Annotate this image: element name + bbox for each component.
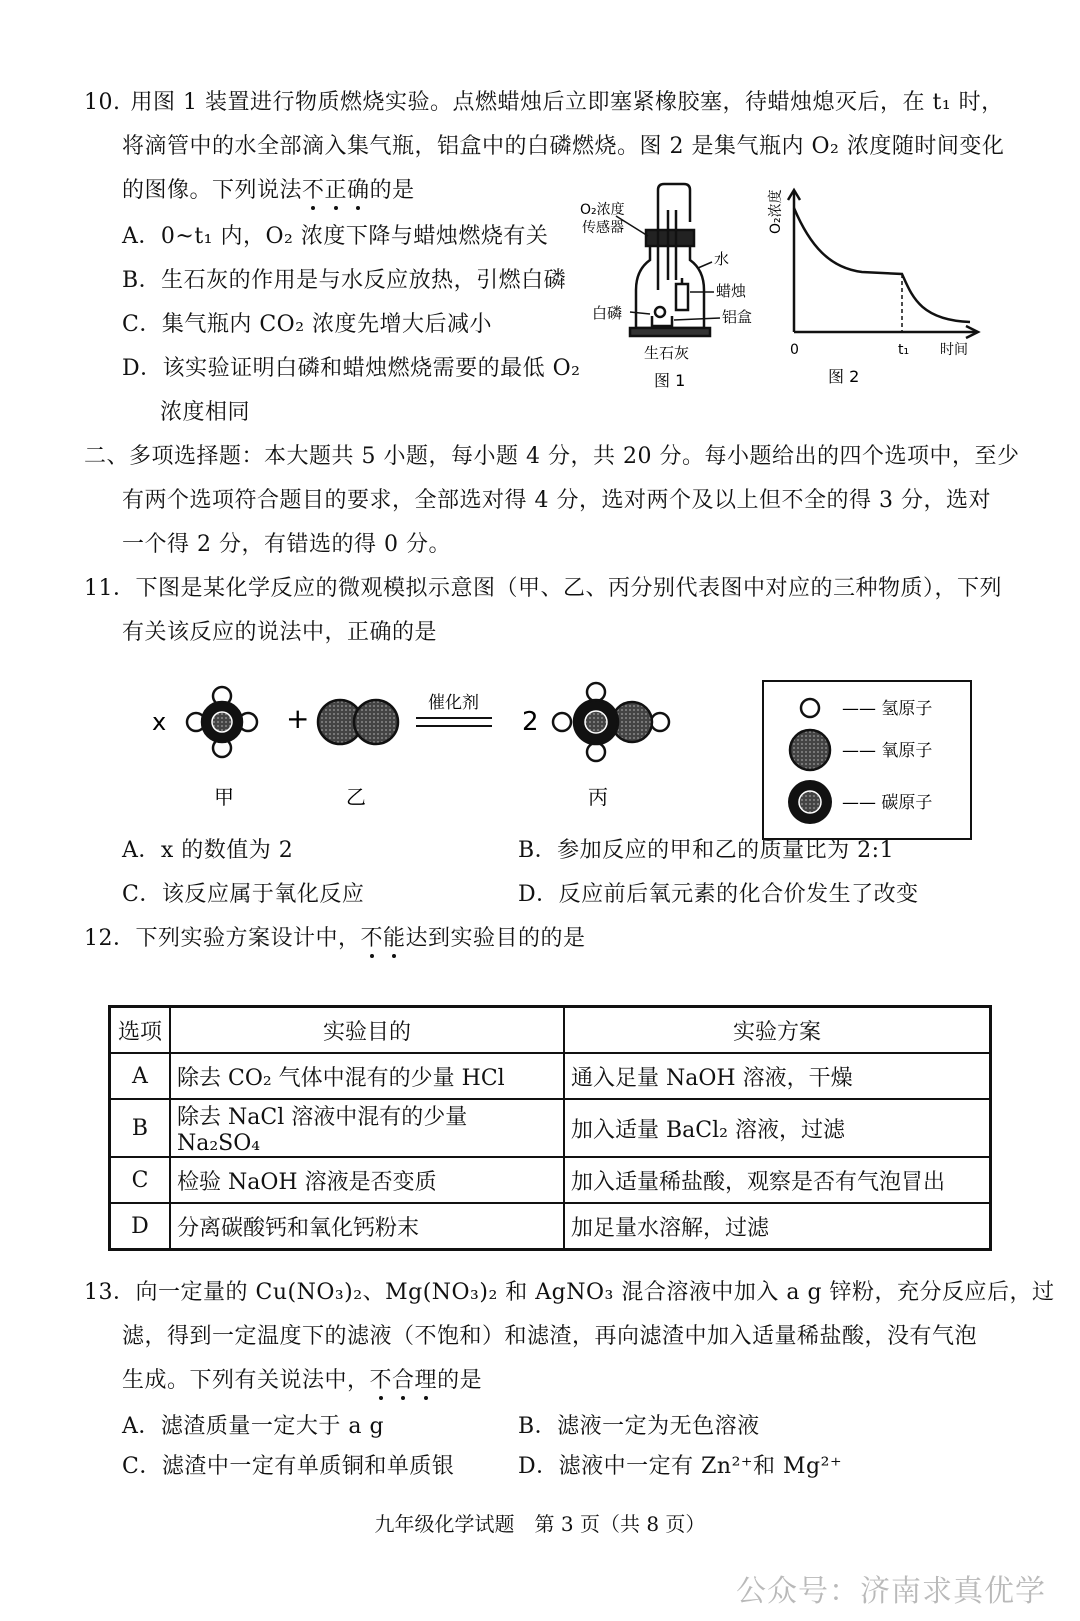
coefficient-x: x: [152, 708, 167, 736]
q10-line3: 的图像。下列说法不正确的是: [122, 178, 415, 203]
q10-line2: 将滴管中的水全部滴入集气瓶，铝盒中的白磷燃烧。图 2 是集气瓶内 O₂ 浓度随时间变化: [122, 134, 1005, 159]
legend-carbon: —— 碳原子: [842, 793, 933, 813]
table-row: [110, 1157, 991, 1203]
table-row: [110, 1099, 991, 1157]
row-d-option: D: [110, 1203, 171, 1250]
row-c-plan: 加入适量稀盐酸，观察是否有气泡冒出: [564, 1157, 991, 1203]
molecule-yi: [318, 700, 398, 744]
q10-option-b: B．生石灰的作用是与水反应放热，引燃白磷: [122, 268, 567, 293]
o2-curve: [794, 208, 970, 322]
header-purpose: 实验目的: [170, 1007, 564, 1054]
q13-line2: 滤，得到一定温度下的滤液（不饱和）和滤渣，再向滤渣中加入适量稀盐酸，没有气泡: [122, 1324, 978, 1349]
row-d-plan: 加足量水溶解，过滤: [564, 1203, 991, 1250]
watermark: 公众号：济南求真优学: [736, 1574, 1046, 1609]
label-yi: 乙: [346, 785, 366, 809]
q13-option-c: C．滤渣中一定有单质铜和单质银: [122, 1454, 455, 1479]
reaction-diagram: [140, 668, 700, 828]
q10-option-c: C．集气瓶内 CO₂ 浓度先增大后减小: [122, 312, 493, 337]
row-a-option: A: [110, 1053, 171, 1099]
q11-option-c: C．该反应属于氧化反应: [122, 882, 365, 907]
row-d-purpose: 分离碳酸钙和氧化钙粉末: [170, 1203, 564, 1250]
q10-option-a: A．0~t₁ 内，O₂ 浓度下降与蜡烛燃烧有关: [122, 224, 549, 249]
q11-option-a: A．x 的数值为 2: [122, 838, 294, 863]
molecule-jia: [187, 687, 257, 757]
hydrogen-atom-icon: [801, 699, 819, 717]
figure-1-apparatus: [580, 180, 770, 390]
label-sensor: O₂浓度: [580, 202, 625, 218]
label-candle: 蜡烛: [716, 282, 747, 300]
label-al-box: 铝盒: [722, 308, 753, 326]
legend-oxygen: —— 氧原子: [842, 741, 933, 761]
label-lime: 生石灰: [644, 344, 690, 362]
q11-line1: 11．下图是某化学反应的微观模拟示意图（甲、乙、丙分别代表图中对应的三种物质），下列: [84, 576, 1002, 601]
q13-line3: 生成。下列有关说法中，不合理的是: [122, 1368, 483, 1393]
q11-option-b: B．参加反应的甲和乙的质量比为 2:1: [518, 838, 895, 863]
q13-line1: 13．向一定量的 Cu(NO₃)₂、Mg(NO₃)₂ 和 AgNO₃ 混合溶液中加入 a g 锌粉，充分反应后，过: [84, 1280, 1055, 1305]
row-a-plan: 通入足量 NaOH 溶液，干燥: [564, 1053, 991, 1099]
header-plan: 实验方案: [564, 1007, 991, 1054]
chart-xlabel: 时间: [940, 342, 968, 358]
plus-sign: +: [286, 702, 310, 735]
q10-option-d: D．该实验证明白磷和蜡烛燃烧需要的最低 O₂: [122, 356, 581, 381]
legend-hydrogen: —— 氢原子: [842, 699, 933, 719]
q10-line1: 10. 用图 1 装置进行物质燃烧实验。点燃蜡烛后立即塞紧橡胶塞，待蜡烛熄灭后，在 t₁ 时，: [84, 90, 1004, 115]
catalyst-label: 催化剂: [428, 693, 479, 713]
row-b-plan: 加入适量 BaCl₂ 溶液，过滤: [564, 1099, 991, 1157]
coefficient-2: 2: [522, 707, 539, 737]
section2-line2: 有两个选项符合题目的要求，全部选对得 4 分，选对两个及以上但不全的得 3 分，选对: [122, 488, 991, 513]
figure-2-chart: [770, 186, 988, 390]
q13-option-b: B．滤液一定为无色溶液: [518, 1414, 760, 1439]
experiment-table: [108, 1005, 992, 1251]
q11-line2: 有关该反应的说法中，正确的是: [122, 620, 438, 645]
page-footer: 九年级化学试题 第 3 页（共 8 页）: [374, 1512, 706, 1536]
label-phosphorus: 白磷: [592, 304, 623, 322]
molecule-bing: [553, 683, 669, 761]
q10-option-d-cont: 浓度相同: [160, 400, 251, 425]
figure-2-caption: 图 2: [828, 367, 860, 386]
atom-legend: [762, 680, 972, 840]
q11-option-d: D．反应前后氧元素的化合价发生了改变: [518, 882, 919, 907]
chart-origin: 0: [790, 342, 799, 358]
label-sensor2: 传感器: [582, 220, 624, 236]
chart-t1-tick: t₁: [898, 342, 910, 358]
q13-option-d: D．滤液中一定有 Zn²⁺和 Mg²⁺: [518, 1454, 843, 1479]
table-row: [110, 1203, 991, 1250]
q13-option-a: A．滤渣质量一定大于 a g: [122, 1414, 385, 1439]
row-b-option: B: [110, 1099, 171, 1157]
table-row: [110, 1053, 991, 1099]
q12-stem: 12．下列实验方案设计中，不能达到实验目的的是: [84, 926, 586, 951]
chart-ylabel: O₂浓度: [768, 189, 784, 234]
row-c-option: C: [110, 1157, 171, 1203]
table-header-row: [110, 1007, 991, 1054]
header-option: 选项: [110, 1007, 171, 1054]
label-jia: 甲: [214, 785, 234, 809]
label-water: 水: [714, 250, 730, 268]
section2-line1: 二、多项选择题：本大题共 5 小题，每小题 4 分，共 20 分。每小题给出的四个选项中，至少: [84, 444, 1020, 469]
row-a-purpose: 除去 CO₂ 气体中混有的少量 HCl: [170, 1053, 564, 1099]
row-b-purpose: 除去 NaCl 溶液中混有的少量 Na₂SO₄: [170, 1099, 564, 1157]
figure-1-caption: 图 1: [654, 371, 686, 390]
label-bing: 丙: [588, 785, 608, 809]
section2-line3: 一个得 2 分，有错选的得 0 分。: [122, 532, 451, 557]
oxygen-atom-icon: [790, 730, 830, 770]
row-c-purpose: 检验 NaOH 溶液是否变质: [170, 1157, 564, 1203]
